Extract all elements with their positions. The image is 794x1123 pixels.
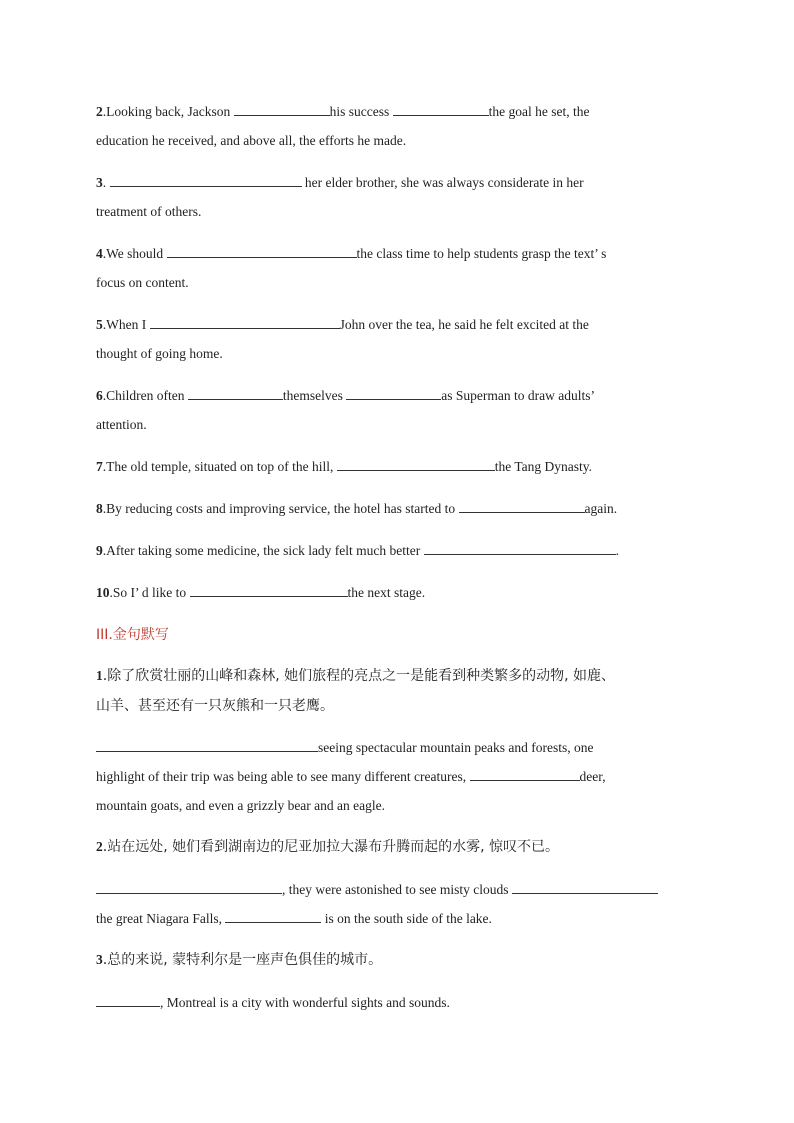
- question-text: her elder brother, she was always considerate in her: [301, 175, 584, 190]
- question-text: the goal he set, the: [488, 104, 590, 119]
- chinese-prompt: .除了欣赏壮丽的山峰和森林, 她们旅程的亮点之一是能看到种类繁多的动物, 如鹿、: [102, 668, 615, 684]
- section-title: III.金句默写: [96, 627, 169, 643]
- question-2: [96, 97, 706, 155]
- answer-blank[interactable]: [110, 172, 302, 187]
- question-number: 2: [96, 839, 103, 854]
- sentence-text: highlight of their trip was being able to see many different creatures,: [96, 769, 470, 784]
- question-text: .Children often: [102, 388, 188, 403]
- sentence-1-chinese: [96, 661, 706, 721]
- chinese-prompt: 山羊、甚至还有一只灰熊和一只老鹰。: [96, 698, 334, 714]
- answer-blank[interactable]: [346, 385, 441, 400]
- question-number: 3: [96, 175, 103, 190]
- answer-blank[interactable]: [167, 243, 357, 258]
- question-number: 6: [96, 388, 103, 403]
- answer-blank[interactable]: [512, 879, 658, 894]
- question-text: education he received, and above all, the efforts he made.: [96, 133, 407, 148]
- question-text: .So I’ d like to: [109, 585, 190, 600]
- answer-blank[interactable]: [337, 456, 495, 471]
- question-number: 1: [96, 668, 103, 683]
- question-number: 8: [96, 501, 103, 516]
- question-text: .When I: [102, 317, 150, 332]
- question-text: thought of going home.: [96, 346, 223, 361]
- chinese-prompt: .站在远处, 她们看到湖南边的尼亚加拉大瀑布升腾而起的水雾, 惊叹不已。: [102, 839, 559, 855]
- question-text: .: [615, 543, 620, 558]
- question-text: attention.: [96, 417, 147, 432]
- sentence-3-english: [96, 988, 706, 1017]
- question-number: 10: [96, 585, 110, 600]
- sentence-text: mountain goats, and even a grizzly bear and an eagle.: [96, 798, 386, 813]
- question-text: .The old temple, situated on top of the hill,: [102, 459, 337, 474]
- sentence-3-chinese: [96, 945, 706, 975]
- question-text: John over the tea, he said he felt excited at the: [339, 317, 589, 332]
- question-text: his success: [329, 104, 393, 119]
- question-8: [96, 494, 706, 523]
- sentence-text: seeing spectacular mountain peaks and forests, one: [318, 740, 594, 755]
- question-text: again.: [584, 501, 618, 516]
- question-9: [96, 536, 706, 565]
- question-4: [96, 239, 706, 297]
- sentence-text: , Montreal is a city with wonderful sights and sounds.: [160, 995, 450, 1010]
- answer-blank[interactable]: [470, 766, 580, 781]
- question-text: themselves: [282, 388, 347, 403]
- question-text: the Tang Dynasty.: [494, 459, 593, 474]
- sentence-text: is on the south side of the lake.: [321, 911, 492, 926]
- question-5: [96, 310, 706, 368]
- question-text: as Superman to draw adults’: [441, 388, 595, 403]
- sentence-text: the great Niagara Falls,: [96, 911, 226, 926]
- sentence-text: , they were astonished to see misty clouds: [282, 882, 512, 897]
- question-text: treatment of others.: [96, 204, 202, 219]
- question-number: 4: [96, 246, 103, 261]
- question-text: .After taking some medicine, the sick lady felt much better: [102, 543, 424, 558]
- question-6: [96, 381, 706, 439]
- question-text: the class time to help students grasp the text’ s: [356, 246, 607, 261]
- question-text: .We should: [102, 246, 167, 261]
- answer-blank[interactable]: [96, 737, 318, 752]
- answer-blank[interactable]: [188, 385, 283, 400]
- question-3: [96, 168, 706, 226]
- question-7: [96, 452, 706, 481]
- question-number: 7: [96, 459, 103, 474]
- question-text: focus on content.: [96, 275, 189, 290]
- question-text: .Looking back, Jackson: [102, 104, 234, 119]
- chinese-prompt: .总的来说, 蒙特利尔是一座声色俱佳的城市。: [102, 952, 383, 968]
- question-number: 2: [96, 104, 103, 119]
- answer-blank[interactable]: [393, 101, 489, 116]
- question-number: 3: [96, 952, 103, 967]
- answer-blank[interactable]: [96, 879, 282, 894]
- question-text: .: [102, 175, 110, 190]
- question-10: [96, 578, 706, 607]
- answer-blank[interactable]: [150, 314, 340, 329]
- sentence-1-english: [96, 733, 706, 820]
- answer-blank[interactable]: [424, 540, 616, 555]
- question-text: the next stage.: [347, 585, 426, 600]
- sentence-text: deer,: [579, 769, 606, 784]
- answer-blank[interactable]: [225, 908, 321, 923]
- sentence-2-english: [96, 875, 706, 933]
- question-number: 9: [96, 543, 103, 558]
- answer-blank[interactable]: [96, 992, 160, 1007]
- question-number: 5: [96, 317, 103, 332]
- answer-blank[interactable]: [190, 582, 348, 597]
- sentence-2-chinese: [96, 832, 706, 862]
- answer-blank[interactable]: [459, 498, 585, 513]
- answer-blank[interactable]: [234, 101, 330, 116]
- question-text: .By reducing costs and improving service, the hotel has started to: [102, 501, 459, 516]
